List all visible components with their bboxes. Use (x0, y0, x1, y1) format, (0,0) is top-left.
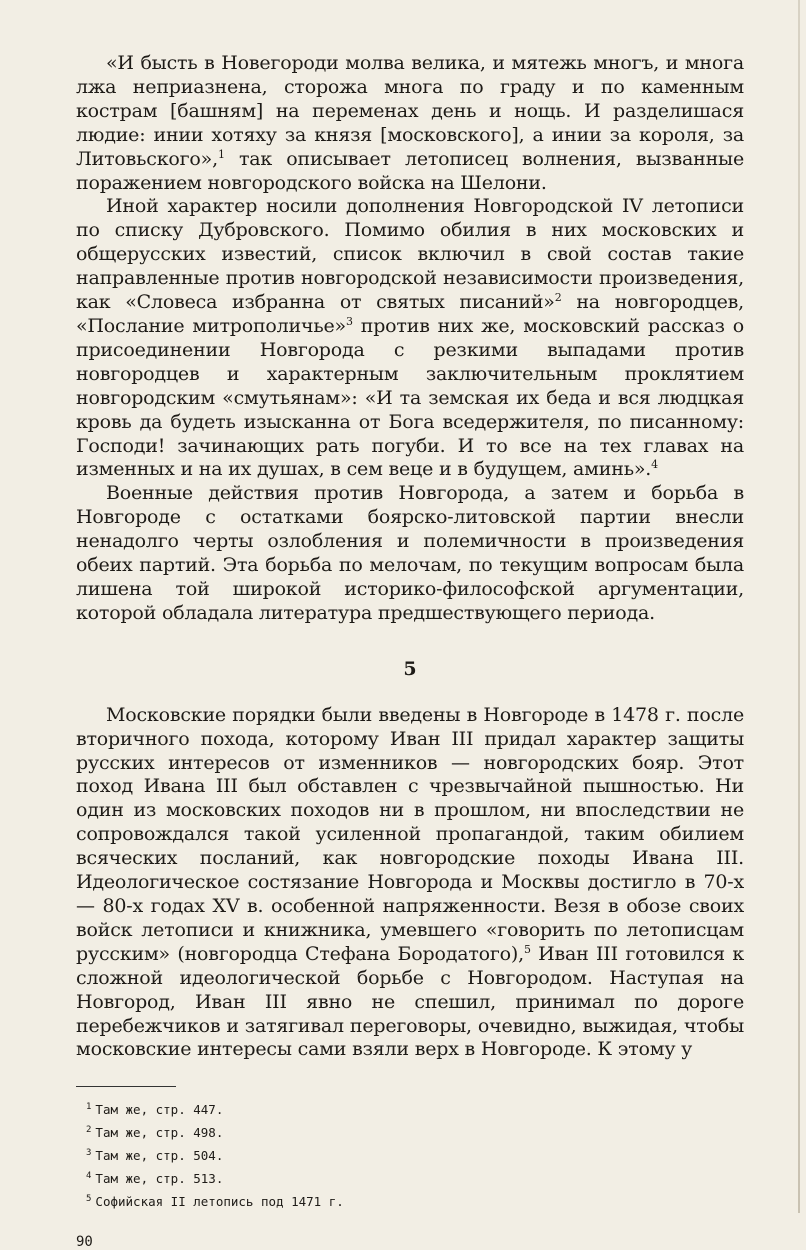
footnotes-list (76, 1097, 744, 1212)
paragraph-1: «И бысть в Новегороди молва велика, и мятежь многъ, и многа лжа неприазнена, сторожа многа по граду и по каменным кострам [башням] на переменах день и нощь. И разделишася людие: инии хотяху за князя [московского], а инии за короля, за Литовьского»,$^1$ так описывает летописец волнения, вызванные поражением новгородского войска на Шелони. (76, 52, 744, 194)
page-number: 90 (76, 1234, 93, 1250)
footnote: $^4$ Там же, стр. 513. (86, 1171, 224, 1187)
footnote-ref-2[interactable]: 2 (554, 291, 562, 305)
footnote: $^2$ Там же, стр. 498. (86, 1125, 224, 1141)
footnote-divider (76, 1086, 176, 1087)
page-body (76, 52, 744, 1250)
footnote: $^1$ Там же, стр. 447. (86, 1102, 224, 1118)
paragraph-3: Военные действия против Новгорода, а затем и борьба в Новгороде с остатками боярско-литовской партии внесли ненадолго черты озлобления и полемичности в произведения обеих партий. Эта борьба по мелочам, по текущим вопросам была лишена той широкой историко-философской аргументации, которой обладала литература предшествующего периода. (76, 482, 744, 624)
footnote-ref-5[interactable]: 5 (523, 942, 531, 956)
footnote: $^3$ Там же, стр. 504. (86, 1148, 224, 1164)
footnote-ref-3[interactable]: 3 (345, 314, 353, 328)
footnote-ref-4[interactable]: 4 (651, 458, 658, 472)
paragraph-2: Иной характер носили дополнения Новгородской IV летописи по списку Дубровского. Помимо обилия в них московских и общерусских известий, список включил в свой состав такие направленные против новгородской независимости произведения, как «Словеса избранна от святых писаний»$^2$ на новгородцев, «Послание митрополичье»$^3$ против них же, московский рассказ о присоединении Новгорода с резкими выпадами против новгородцев и характерным заключительным проклятием новгородским «смутьянам»: «И та земская их беда и вся людцкая кровь да будеть изысканна от Бога вседержителя, по писанному: Господи! зачинающих рать погуби. И то все на тех главах на изменных и на их душах, в сем веце и в будущем, аминь».$^4$ (76, 195, 745, 481)
footnote-ref-1[interactable]: 1 (217, 147, 225, 161)
page-edge (798, 0, 800, 1213)
section-number: 5 (403, 657, 417, 680)
paragraph-4: Московские порядки были введены в Новгороде в 1478 г. после вторичного похода, которому Иван III придал характер защиты русских интересов от изменников — новгородских бояр. Этот поход Ивана III был обставлен с чрезвычайной пышностью. Ни один из московских походов ни в прошлом, ни впоследствии не сопровождался такой усиленной пропагандой, таким обилием всяческих посланий, как новгородские походы Ивана III. Идеологическое состязание Новгорода и Москвы достигло в 70-х — 80-х годах XV в. особенной напряженности. Везя в обозе своих войск летописи и книжника, умевшего «говорить по летописцам русским» (новгородца Стефана Бородатого),$^5$ Иван III готовился к сложной идеологической борьбе с Новгородом. Наступая на Новгород, Иван III явно не спешил, принимал по дороге перебежчиков и затягивал переговоры, очевидно, выжидая, чтобы московские интересы сами взяли верх в Новгороде. К этому у (76, 703, 744, 1061)
footnote: $^5$ Софийская II летопись под 1471 г. (86, 1194, 344, 1210)
